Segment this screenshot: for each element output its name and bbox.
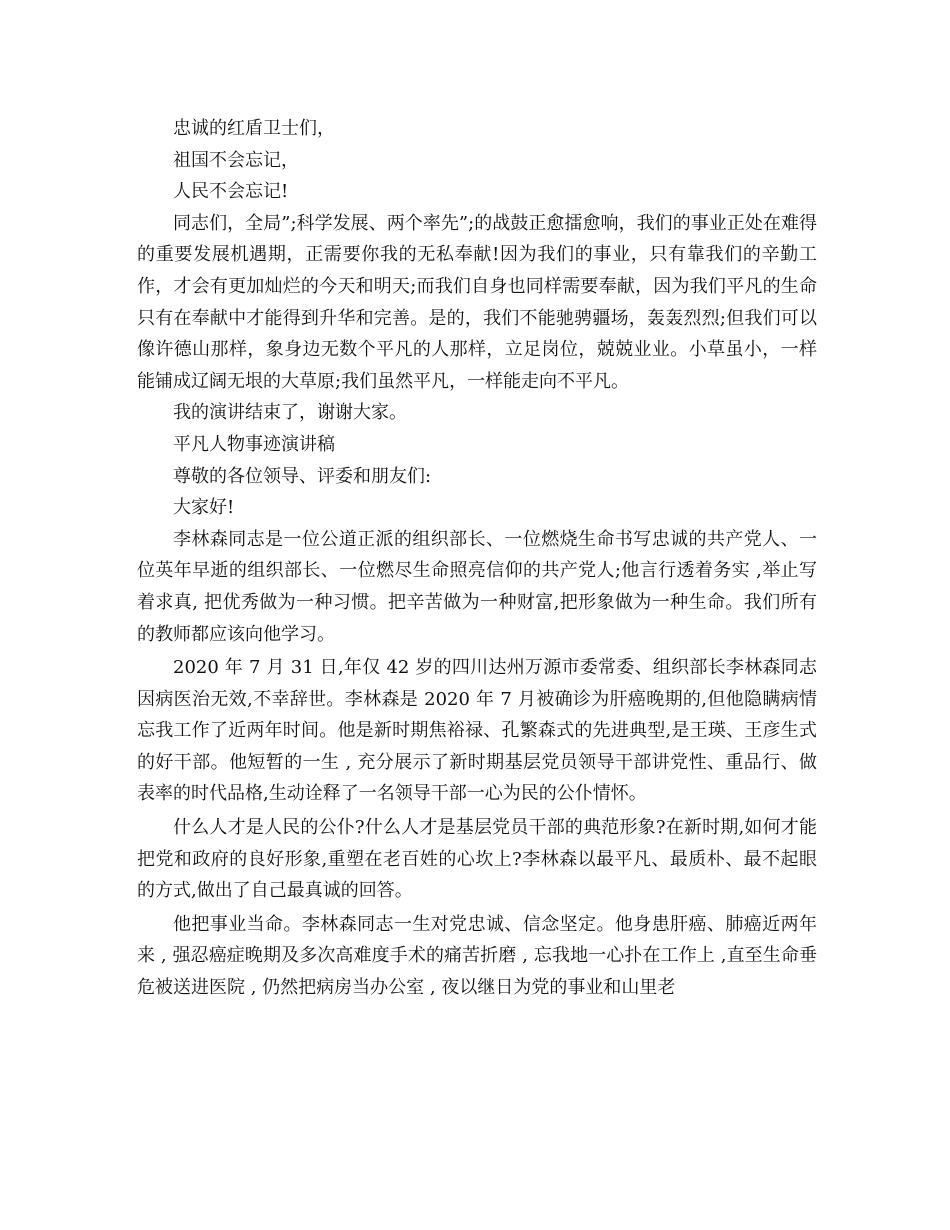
paragraph-3: 人民不会忘记! (173, 181, 289, 203)
paragraph-10: 2020 年 7 月 31 日,年仅 42 岁的四川达州万源市委常委、组织部长李林森同志因病医治无效,不幸辞世。李林森是 2020 年 7 月被确诊为肝癌晚期的,但他隐瞒病情忘我工作了近两年时间。他是新时期焦裕禄、孔繁森式的先进典型,是王瑛、王彦生式的好干部。他短暂的一生 , 充分展示了新时期基层党员领导干部讲党性、重品行、做表率的时代品格,生动诠释了一名领导干部一心为民的公仆情怀。 (137, 657, 817, 805)
document-body (137, 113, 817, 1004)
salutation: 尊敬的各位领导、评委和朋友们: (173, 465, 432, 487)
paragraph-1: 忠诚的红盾卫士们， (173, 118, 335, 139)
paragraph-12: 他把事业当命。李林森同志一生对党忠诚、信念坚定。他身患肝癌、肺癌近两年来 , 强忍癌症晚期及多次高难度手术的痛苦折磨 , 忘我地一心扑在工作上 ,直至生命垂危被送进医院 , 仍然把病房当办公室 , 夜以继日为党的事业和山里老 (137, 913, 817, 999)
greeting: 大家好! (173, 497, 235, 519)
paragraph-9: 李林森同志是一位公道正派的组织部长、一位燃烧生命书写忠诚的共产党人、一位英年早逝的组织部长、一位燃尽生命照亮信仰的共产党人;他言行透着务实 ,举止写着求真, 把优秀做为一种习惯。把辛苦做为一种财富,把形象做为一种生命。我们所有的教师都应该向他学习。 (137, 528, 817, 645)
section-title: 平凡人物事迹演讲稿 (173, 433, 335, 455)
paragraph-11: 什么人才是人民的公仆?什么人才是基层党员干部的典范形象?在新时期,如何才能把党和政府的良好形象,重塑在老百姓的心坎上?李林森以最平凡、最质朴、最不起眼的方式,做出了自己最真诚的回答。 (137, 817, 817, 902)
paragraph-5: 我的演讲结束了，谢谢大家。 (173, 402, 407, 424)
paragraph-4: 同志们，全局”;科学发展、两个率先”;的战鼓正愈擂愈响，我们的事业正处在难得的重要发展机遇期，正需要你我的无私奉献!因为我们的事业，只有靠我们的辛勤工作，才会有更加灿烂的今天和明天;而我们自身也同样需要奉献，因为我们平凡的生命只有在奉献中才能得到升华和完善。是的，我们不能驰骋疆场，轰轰烈烈;但我们可以像许德山那样，象身边无数个平凡的人那样，立足岗位，兢兢业业。小草虽小，一样能铺成辽阔无垠的大草原;我们虽然平凡，一样能走向不平凡。 (137, 212, 817, 392)
paragraph-2: 祖国不会忘记， (173, 149, 299, 171)
